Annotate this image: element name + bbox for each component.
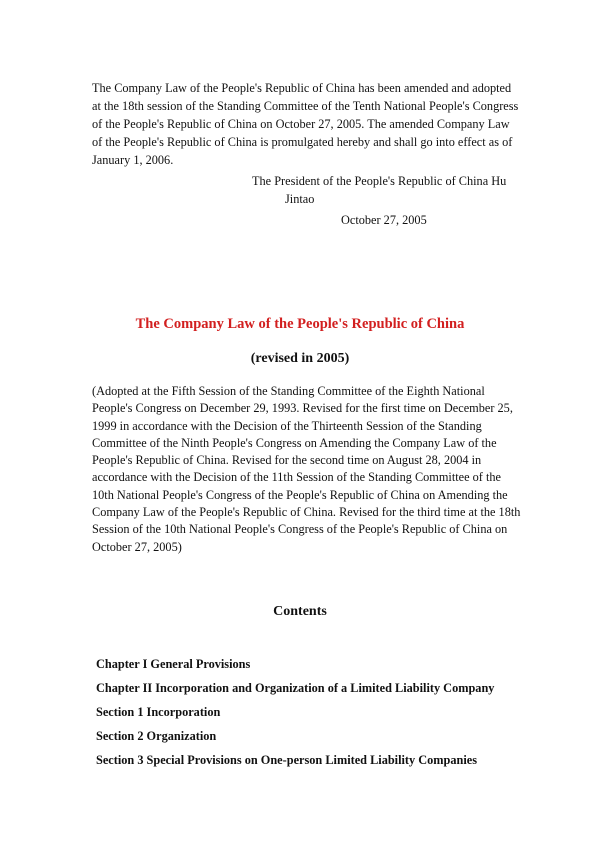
toc-item[interactable]: Chapter I General Provisions — [96, 657, 251, 671]
table-of-contents — [96, 656, 494, 776]
toc-item[interactable]: Chapter II Incorporation and Organization of a Limited Liability Company — [96, 681, 495, 695]
document-subtitle: (revised in 2005) — [250, 351, 350, 366]
signature-name: Jintao — [285, 192, 315, 206]
toc-item[interactable]: Section 2 Organization — [96, 729, 217, 743]
contents-heading: Contents — [273, 604, 327, 619]
signature-line: The President of the People's Republic of China Hu — [252, 174, 507, 188]
toc-item[interactable]: Section 1 Incorporation — [96, 705, 221, 719]
adoption-note: (Adopted at the Fifth Session of the Standing Committee of the Eighth National People's Congress on December 29, 1993. Revised for the first time on December 25, 1999 in accordance with the Decision of the Thirteenth Session of the Standing Committee of the Ninth People's Congress on Amending the Company Law of the People's Republic of China. Revised for the second time on August 28, 2004 in accordance with the Decision of the 11th Session of the Standing Committee of the 10th National People's Congress of the People's Republic of China on Amending the Company Law of the People's Republic of China. Revised for the third time at the 18th Session of the 10th National People's Congress of the People's Republic of China on October 27, 2005) — [92, 384, 521, 554]
promulgation-paragraph: The Company Law of the People's Republic of China has been amended and adopted at the 18th session of the Standing Committee of the Tenth National People's Congress of the People's Republic of China on October 27, 2005. The amended Company Law of the People's Republic of China is promulgated hereby and shall go into effect as of January 1, 2006. — [92, 81, 519, 167]
promulgation-date: October 27, 2005 — [341, 213, 427, 227]
toc-item[interactable]: Section 3 Special Provisions on One-person Limited Liability Companies — [96, 753, 478, 767]
document-title: The Company Law of the People's Republic of China — [135, 316, 465, 332]
